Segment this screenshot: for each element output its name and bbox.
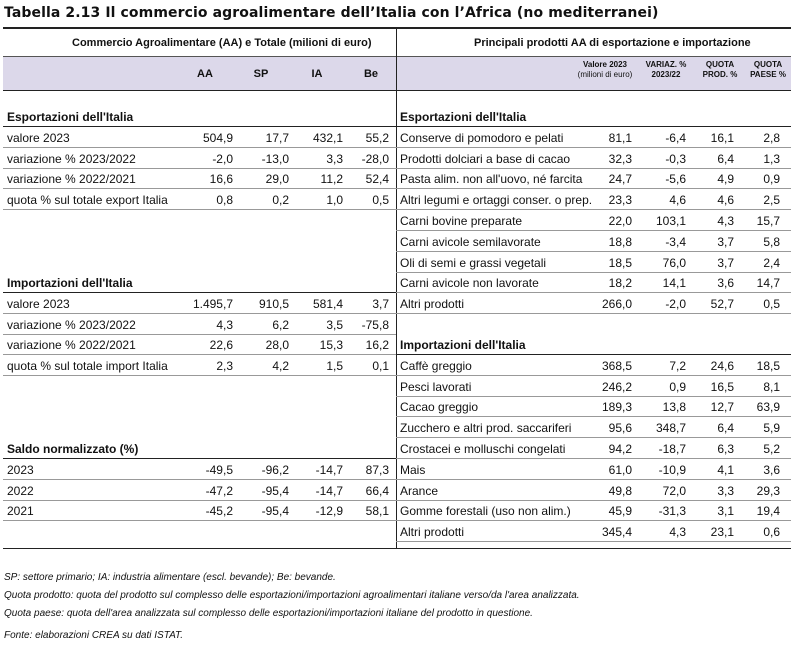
row-separator [3, 209, 396, 210]
cell-value: 0,5 [372, 193, 389, 208]
cell-value: 6,4 [717, 151, 734, 166]
cell-value: 7,2 [669, 358, 686, 373]
cell-value: 0,5 [763, 297, 780, 312]
footnote-fonte: Fonte: elaborazioni CREA su dati ISTAT. [4, 630, 183, 641]
cell-value: -47,2 [205, 483, 233, 498]
cell-value: 95,6 [608, 421, 632, 436]
row-label: Pasta alim. non all'uovo, né farcita [400, 172, 583, 187]
right-group-header: Principali prodotti AA di esportazione e importazione [474, 37, 751, 49]
cell-value: -10,9 [658, 462, 686, 477]
cell-value: 28,0 [265, 338, 289, 353]
cell-value: -2,0 [665, 297, 686, 312]
row-separator [3, 188, 396, 189]
cell-value: -96,2 [261, 462, 289, 477]
top-rule [3, 27, 791, 29]
cell-value: 15,7 [756, 214, 780, 228]
row-separator [396, 520, 791, 521]
right-section-heading: Importazioni dell'Italia [400, 338, 526, 352]
row-label: Crostacei e molluschi congelati [400, 442, 566, 456]
row-label: Altri legumi e ortaggi conser. o prep. [400, 193, 593, 208]
cell-value: 3,3 [717, 483, 734, 498]
cell-value: -18,7 [658, 442, 686, 456]
row-label: 2022 [7, 483, 34, 498]
left-section-rule [3, 458, 396, 459]
row-label: variazione % 2022/2021 [7, 172, 136, 187]
row-separator [3, 500, 396, 501]
cell-value: 4,3 [717, 214, 734, 228]
col-header-valore-line1: Valore 2023 [582, 60, 628, 69]
cell-value: 14,7 [756, 276, 780, 291]
cell-value: 266,0 [601, 297, 632, 312]
col-header-quota-paese [748, 60, 788, 80]
cell-value: -14,7 [315, 462, 343, 477]
cell-value: 76,0 [662, 255, 686, 270]
cell-value: 0,8 [216, 193, 233, 208]
row-separator [396, 416, 791, 417]
cell-value: 0,1 [372, 359, 389, 374]
cell-value: 246,2 [601, 379, 632, 394]
header-band-bottom-rule [3, 90, 791, 91]
row-label: 2023 [7, 462, 34, 477]
cell-value: 13,8 [662, 400, 686, 415]
row-separator [396, 292, 791, 293]
cell-value: 16,5 [710, 379, 734, 394]
cell-value: 3,3 [326, 151, 343, 166]
cell-value: 4,6 [669, 193, 686, 208]
col-header-quota-prod-line2: PROD. % [702, 70, 738, 79]
cell-value: 3,6 [763, 462, 780, 477]
cell-value: 29,3 [756, 483, 780, 498]
cell-value: 581,4 [312, 296, 343, 311]
cell-value: -28,0 [361, 151, 389, 166]
cell-value: 4,3 [669, 525, 686, 540]
row-separator [396, 230, 791, 231]
col-header-ia: IA [311, 68, 323, 80]
cell-value: 2,8 [763, 130, 780, 145]
cell-value: 2,4 [763, 255, 780, 270]
col-header-quota-prod [700, 60, 740, 80]
cell-value: 3,5 [326, 317, 343, 332]
row-label: quota % sul totale export Italia [7, 193, 168, 208]
cell-value: -5,6 [665, 172, 686, 187]
row-separator [396, 541, 791, 542]
row-separator [3, 313, 396, 314]
cell-value: 0,9 [669, 379, 686, 394]
col-header-valore [574, 60, 636, 80]
cell-value: 19,4 [756, 504, 780, 519]
cell-value: 8,1 [763, 379, 780, 394]
row-label: valore 2023 [7, 130, 70, 145]
cell-value: 1,3 [763, 151, 780, 166]
cell-value: 4,6 [717, 193, 734, 208]
cell-value: 910,5 [258, 296, 289, 311]
cell-value: 52,4 [365, 172, 389, 187]
cell-value: 345,4 [601, 525, 632, 540]
row-separator [396, 458, 791, 459]
cell-value: 5,8 [763, 234, 780, 249]
bottom-rule [3, 548, 791, 549]
row-label: variazione % 2023/2022 [7, 317, 136, 332]
cell-value: 32,3 [608, 151, 632, 166]
cell-value: 22,6 [209, 338, 233, 353]
cell-value: 0,2 [272, 193, 289, 208]
row-separator [396, 272, 791, 273]
cell-value: 12,7 [710, 400, 734, 415]
row-separator [396, 209, 791, 210]
row-separator [396, 479, 791, 480]
row-label: Prodotti dolciari a base di cacao [400, 151, 571, 166]
cell-value: -2,0 [212, 151, 233, 166]
row-separator [3, 334, 396, 335]
row-label: Carni bovine preparate [400, 214, 523, 228]
row-separator [396, 147, 791, 148]
row-separator [3, 147, 396, 148]
row-separator [396, 375, 791, 376]
cell-value: 1,0 [326, 193, 343, 208]
cell-value: 4,1 [717, 462, 734, 477]
cell-value: 87,3 [365, 462, 389, 477]
row-label: Gomme forestali (uso non alim.) [400, 504, 571, 519]
row-separator [396, 188, 791, 189]
cell-value: 23,1 [710, 525, 734, 540]
cell-value: 4,2 [272, 359, 289, 374]
cell-value: 52,7 [710, 297, 734, 312]
row-separator [396, 251, 791, 252]
row-label: Cacao greggio [400, 400, 479, 415]
cell-value: 24,7 [608, 172, 632, 187]
cell-value: 6,4 [717, 421, 734, 436]
row-label: Arance [400, 483, 439, 498]
center-divider [396, 29, 397, 549]
row-separator [3, 168, 396, 169]
row-separator [396, 396, 791, 397]
cell-value: -13,0 [261, 151, 289, 166]
row-label: quota % sul totale import Italia [7, 359, 168, 374]
cell-value: 16,2 [365, 338, 389, 353]
cell-value: 3,6 [717, 276, 734, 291]
cell-value: 3,7 [717, 234, 734, 249]
cell-value: 55,2 [365, 130, 389, 145]
cell-value: -49,5 [205, 462, 233, 477]
row-separator [396, 437, 791, 438]
row-separator [396, 500, 791, 501]
cell-value: 0,6 [763, 525, 780, 540]
cell-value: 2,3 [216, 359, 233, 374]
cell-value: 2,5 [763, 193, 780, 208]
cell-value: 15,3 [319, 338, 343, 353]
left-section-rule [3, 292, 396, 293]
cell-value: 49,8 [608, 483, 632, 498]
cell-value: -14,7 [315, 483, 343, 498]
left-section-heading: Esportazioni dell'Italia [7, 110, 134, 124]
cell-value: -12,9 [315, 504, 343, 519]
col-header-aa: AA [197, 68, 213, 80]
cell-value: 6,3 [717, 442, 734, 456]
col-header-quota-paese-line2: PAESE % [750, 70, 786, 79]
cell-value: 18,8 [608, 234, 632, 249]
col-header-sp: SP [253, 68, 269, 80]
cell-value: 81,1 [608, 130, 632, 145]
cell-value: 4,3 [216, 317, 233, 332]
left-section-heading: Importazioni dell'Italia [7, 276, 133, 290]
cell-value: 14,1 [662, 276, 686, 291]
row-separator [3, 375, 396, 376]
cell-value: 5,9 [763, 421, 780, 436]
left-section-rule [3, 126, 396, 127]
row-separator [3, 520, 396, 521]
cell-value: -95,4 [261, 483, 289, 498]
cell-value: 3,1 [717, 504, 734, 519]
cell-value: 5,2 [763, 442, 780, 456]
cell-value: 45,9 [608, 504, 632, 519]
cell-value: 94,2 [608, 442, 632, 456]
cell-value: 11,2 [320, 172, 343, 187]
row-label: 2021 [7, 504, 34, 519]
row-label: Altri prodotti [400, 525, 465, 540]
cell-value: 29,0 [265, 172, 289, 187]
header-band-top-rule [3, 56, 791, 57]
right-section-heading: Esportazioni dell'Italia [400, 110, 527, 124]
row-separator [3, 354, 396, 355]
cell-value: 1.495,7 [192, 296, 233, 311]
cell-value: 368,5 [601, 358, 632, 373]
cell-value: 18,5 [756, 358, 780, 373]
cell-value: 1,5 [326, 359, 343, 374]
col-header-valore-line2: (milioni di euro) [577, 70, 633, 79]
cell-value: 0,9 [763, 172, 780, 187]
col-header-variaz-line2: 2023/22 [651, 70, 681, 79]
footnote-quota-prodotto: Quota prodotto: quota del prodotto sul complesso delle esportazioni/importazioni agroalimentari italiane verso/da l'area analizzata. [4, 590, 580, 601]
cell-value: -45,2 [205, 504, 233, 519]
row-label: Altri prodotti [400, 297, 465, 312]
cell-value: 432,1 [312, 130, 343, 145]
row-label: Carni avicole semilavorate [400, 234, 541, 249]
cell-value: -0,3 [665, 151, 686, 166]
row-separator [396, 313, 791, 314]
row-label: Zucchero e altri prod. saccariferi [400, 421, 572, 436]
row-label: variazione % 2022/2021 [7, 338, 136, 353]
cell-value: 18,2 [608, 276, 632, 291]
row-separator [396, 168, 791, 169]
row-label: Mais [400, 462, 426, 477]
cell-value: 348,7 [655, 421, 686, 436]
cell-value: 16,6 [209, 172, 233, 187]
row-label: Oli di semi e grassi vegetali [400, 255, 547, 270]
cell-value: 23,3 [608, 193, 632, 208]
col-header-quota-prod-line1: QUOTA [705, 60, 735, 69]
cell-value: 17,7 [265, 130, 289, 145]
cell-value: 504,9 [202, 130, 233, 145]
row-label: Carni avicole non lavorate [400, 276, 539, 291]
cell-value: 189,3 [601, 400, 632, 415]
left-group-header: Commercio Agroalimentare (AA) e Totale (milioni di euro) [72, 37, 372, 49]
cell-value: 58,1 [365, 504, 389, 519]
footnote-abbreviations: SP: settore primario; IA: industria alimentare (escl. bevande); Be: bevande. [4, 572, 336, 583]
cell-value: -75,8 [361, 317, 389, 332]
row-label: Conserve di pomodoro e pelati [400, 130, 564, 145]
col-header-variaz [640, 60, 692, 80]
cell-value: 3,7 [717, 255, 734, 270]
cell-value: -95,4 [261, 504, 289, 519]
cell-value: 6,2 [272, 317, 289, 332]
cell-value: 63,9 [756, 400, 780, 415]
cell-value: 16,1 [710, 130, 734, 145]
row-label: Pesci lavorati [400, 379, 472, 394]
cell-value: 4,9 [717, 172, 734, 187]
footnote-quota-paese: Quota paese: quota dell'area analizzata sul complesso delle esportazioni/importazioni italiane del prodotto in questione. [4, 608, 533, 619]
cell-value: 103,1 [655, 214, 686, 228]
row-label: Caffè greggio [400, 358, 472, 373]
right-section-rule [396, 354, 791, 355]
row-separator [3, 479, 396, 480]
row-label: variazione % 2023/2022 [7, 151, 136, 166]
table-title: Tabella 2.13 Il commercio agroalimentare dell’Italia con l’Africa (no mediterranei) [4, 5, 659, 21]
row-label: valore 2023 [7, 296, 70, 311]
col-header-be: Be [363, 68, 379, 80]
left-section-heading: Saldo normalizzato (%) [7, 442, 139, 456]
cell-value: 66,4 [365, 483, 389, 498]
cell-value: 24,6 [710, 358, 734, 373]
cell-value: 72,0 [662, 483, 686, 498]
cell-value: -6,4 [665, 130, 686, 145]
cell-value: 18,5 [608, 255, 632, 270]
cell-value: 3,7 [372, 296, 389, 311]
col-header-variaz-line1: VARIAZ. % [645, 60, 687, 69]
cell-value: -31,3 [658, 504, 686, 519]
cell-value: 22,0 [608, 214, 632, 228]
right-section-rule [396, 126, 791, 127]
cell-value: -3,4 [665, 234, 686, 249]
cell-value: 61,0 [608, 462, 632, 477]
col-header-quota-paese-line1: QUOTA [753, 60, 783, 69]
